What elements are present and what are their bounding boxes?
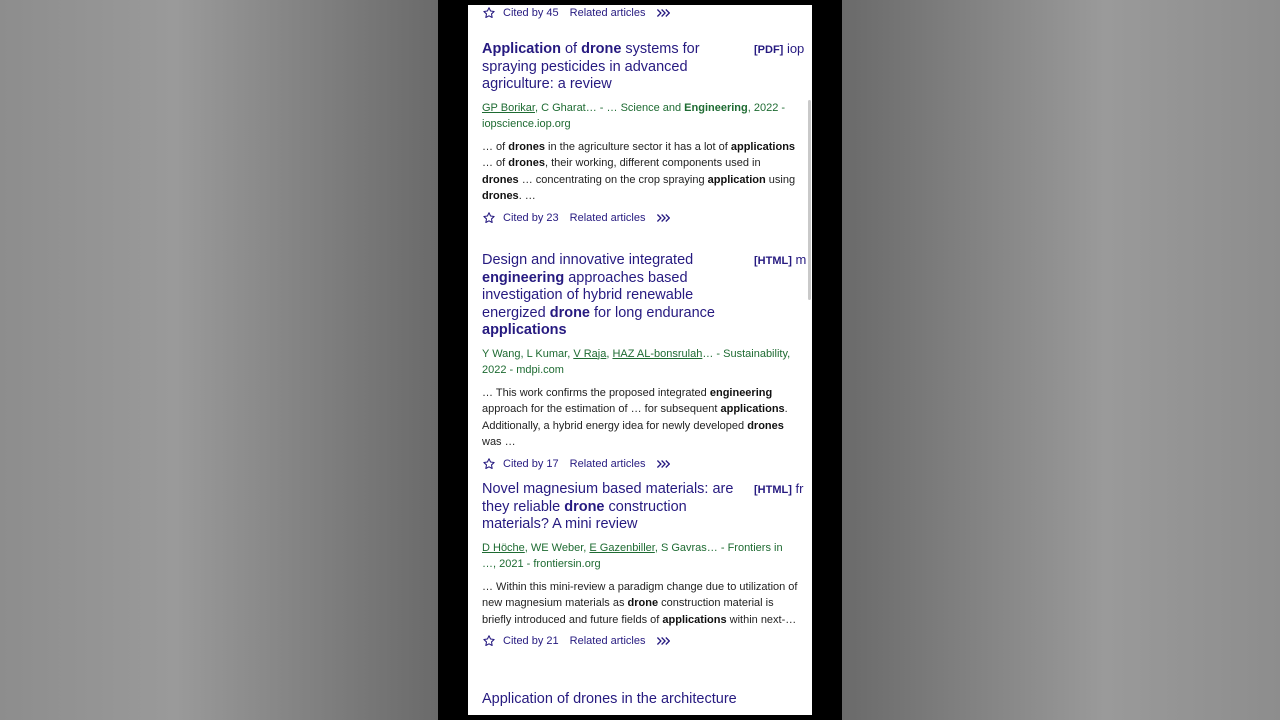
related-articles-link[interactable]: Related articles bbox=[569, 211, 646, 224]
result-snippet bbox=[482, 579, 798, 629]
text-span: construction materials? A mini review bbox=[482, 498, 687, 532]
more-chevrons-icon[interactable] bbox=[656, 8, 670, 18]
title-row bbox=[482, 481, 804, 534]
related-articles-link[interactable]: Related articles bbox=[569, 457, 646, 470]
bold-term: applications bbox=[662, 613, 727, 626]
result-actions-top bbox=[482, 5, 670, 22]
related-articles-link[interactable]: Related articles bbox=[569, 635, 646, 647]
right-blur-background bbox=[842, 0, 1280, 720]
bold-term: application bbox=[707, 173, 766, 186]
author-link[interactable]: E Gazenbiller bbox=[589, 541, 655, 554]
text-span: , bbox=[606, 347, 613, 360]
text-span: … of bbox=[482, 140, 509, 153]
text-span: … This work confirms the proposed integrated bbox=[482, 386, 710, 399]
star-icon[interactable] bbox=[482, 211, 496, 225]
source-site-label: fr bbox=[791, 481, 804, 496]
result-meta bbox=[482, 346, 798, 379]
bold-term: Application bbox=[482, 41, 561, 57]
bold-term: drone bbox=[627, 597, 659, 609]
text-span: Design and innovative integrated bbox=[482, 252, 694, 268]
file-type-link[interactable] bbox=[754, 41, 812, 56]
source-site-label: iop bbox=[783, 41, 805, 56]
next-result-title[interactable]: Application of drones in the architecture bbox=[482, 691, 737, 707]
result-title-link[interactable] bbox=[482, 252, 737, 340]
text-span: . Additionally, a hybrid energy idea for newly developed bbox=[482, 403, 788, 432]
related-articles-link[interactable]: Related articles bbox=[569, 7, 646, 19]
file-type-label: [HTML] bbox=[754, 484, 792, 496]
text-span: approach for the estimation of … for subsequent bbox=[482, 403, 721, 415]
cited-by-link[interactable]: Cited by 17 bbox=[503, 457, 559, 470]
scrollbar[interactable] bbox=[808, 100, 811, 300]
text-span: … concentrating on the crop spraying bbox=[518, 173, 708, 186]
author-link[interactable]: D Höche bbox=[482, 541, 525, 554]
result-actions bbox=[482, 455, 798, 473]
text-span: , WE Weber, bbox=[524, 541, 590, 554]
text-span: for long endurance bbox=[590, 304, 715, 321]
bold-term: drones bbox=[482, 190, 519, 202]
bold-term: drones bbox=[508, 140, 545, 153]
text-span: approaches based investigation of hybrid renewable energized bbox=[482, 269, 694, 321]
bold-term: Engineering bbox=[684, 101, 748, 114]
result-meta bbox=[482, 540, 798, 573]
bold-term: drone bbox=[581, 41, 622, 57]
bold-term: drones bbox=[482, 173, 519, 186]
more-chevrons-icon[interactable] bbox=[656, 213, 670, 223]
text-span: … Within this mini-review a paradigm change due to utilization of new magnesium materials as bbox=[482, 580, 798, 609]
bold-term: drone bbox=[549, 304, 590, 321]
bold-term: engineering bbox=[709, 386, 773, 399]
cited-by-link[interactable]: Cited by 23 bbox=[503, 211, 559, 224]
result-title-link[interactable] bbox=[482, 481, 737, 534]
text-span: of bbox=[560, 41, 582, 57]
search-result bbox=[482, 481, 804, 650]
left-blur-background bbox=[0, 0, 438, 720]
text-span: , C Gharat… - … Science and bbox=[535, 101, 685, 114]
bold-term: engineering bbox=[482, 269, 565, 286]
star-icon[interactable] bbox=[482, 6, 496, 20]
text-span: Y Wang, L Kumar, bbox=[482, 347, 574, 360]
source-site-label: m bbox=[791, 252, 807, 267]
text-span: in the agriculture sector it has a lot of bbox=[544, 140, 731, 153]
text-span: , S Gavras… - Frontiers in …, 2021 - frontiersin.org bbox=[482, 541, 783, 570]
more-chevrons-icon[interactable] bbox=[656, 459, 670, 469]
text-span: within next-… bbox=[726, 613, 797, 626]
cited-by-link[interactable]: Cited by 45 bbox=[503, 7, 559, 19]
scholar-results-screen bbox=[468, 5, 812, 715]
author-link[interactable]: HAZ AL-bonsrulah bbox=[612, 347, 703, 360]
result-actions bbox=[482, 209, 798, 227]
bold-term: drone bbox=[564, 498, 605, 515]
text-span: , 2022 - iopscience.iop.org bbox=[482, 101, 786, 130]
star-icon[interactable] bbox=[482, 457, 496, 471]
title-row bbox=[482, 41, 805, 94]
text-span: was … bbox=[482, 436, 516, 448]
text-span: construction material is briefly introduced and future fields of bbox=[482, 597, 774, 626]
bold-term: drones bbox=[508, 157, 545, 169]
text-span: … of bbox=[482, 157, 509, 169]
author-link[interactable]: V Raja bbox=[573, 347, 607, 360]
file-type-link[interactable] bbox=[754, 481, 812, 496]
result-snippet bbox=[482, 385, 798, 451]
star-icon[interactable] bbox=[482, 634, 496, 648]
search-result bbox=[482, 41, 805, 227]
file-type-link[interactable] bbox=[754, 252, 812, 267]
search-result bbox=[482, 252, 807, 473]
result-snippet bbox=[482, 139, 798, 205]
result-meta bbox=[482, 100, 798, 133]
cited-by-link[interactable]: Cited by 21 bbox=[503, 635, 559, 647]
bold-term: drones bbox=[747, 419, 784, 432]
result-actions bbox=[482, 632, 798, 650]
bold-term: applications bbox=[720, 403, 785, 415]
author-link[interactable]: GP Borikar bbox=[482, 101, 535, 114]
bold-term: applications bbox=[482, 322, 567, 338]
bold-term: applications bbox=[730, 140, 796, 153]
text-span: using bbox=[765, 173, 796, 186]
text-span: … - Sustainability, 2022 - mdpi.com bbox=[482, 347, 791, 376]
result-title-link[interactable] bbox=[482, 41, 737, 94]
text-span: . … bbox=[518, 190, 536, 202]
title-row bbox=[482, 252, 807, 340]
text-span: systems for spraying pesticides in advanced agriculture: a review bbox=[482, 41, 700, 92]
file-type-label: [HTML] bbox=[754, 255, 792, 267]
text-span: , their working, different components used in bbox=[544, 157, 761, 169]
more-chevrons-icon[interactable] bbox=[656, 636, 670, 646]
file-type-label: [PDF] bbox=[754, 44, 784, 56]
text-span: Novel magnesium based materials: are they reliable bbox=[482, 481, 734, 515]
